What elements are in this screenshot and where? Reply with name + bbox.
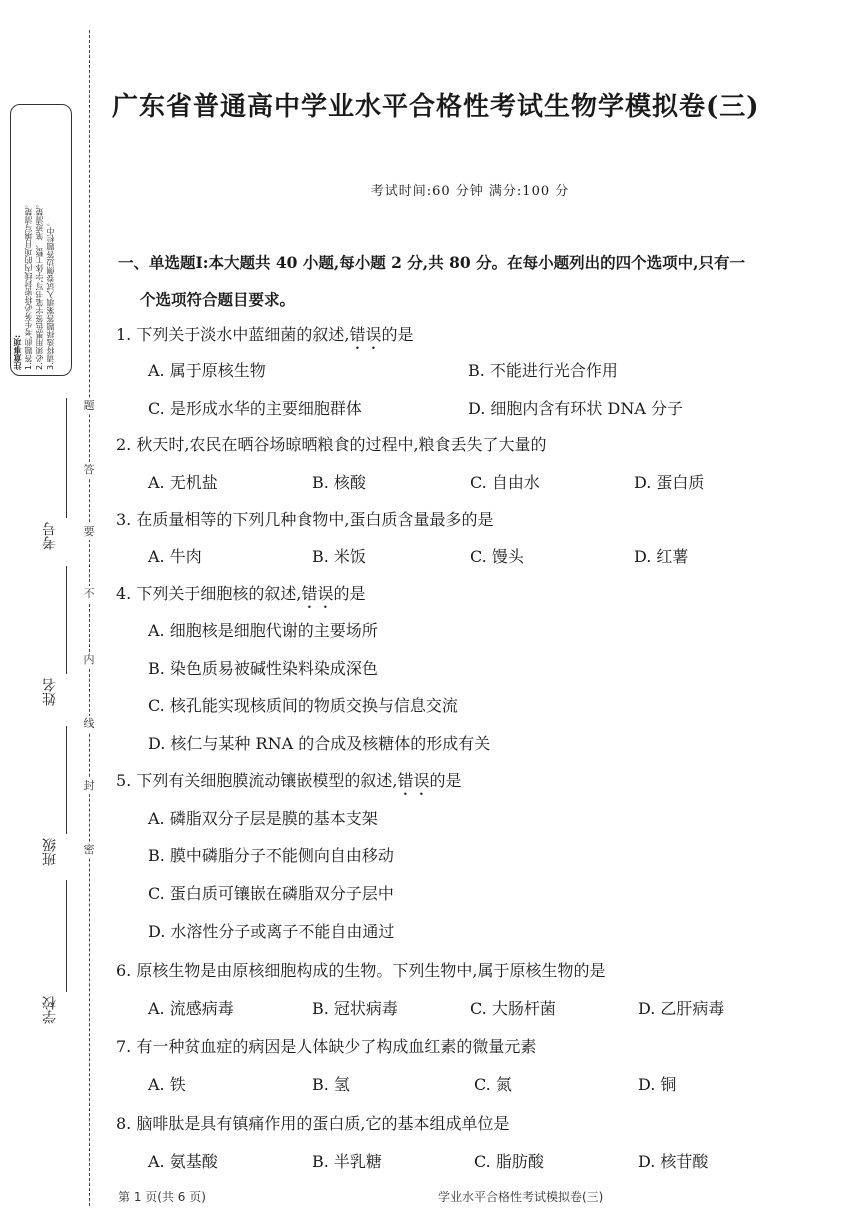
question-4-option-c: C. 核孔能实现核质间的物质交换与信息交流 [148,696,458,715]
page-footer [118,1188,818,1205]
field-class-line[interactable] [66,726,67,834]
paper-title: 广东省普通高中学业水平合格性考试生物学模拟卷(三) [112,92,760,122]
seal-char: 答 [81,462,97,478]
notice-title: 注意事项: [13,334,22,370]
question-3-stem: 3. 在质量相等的下列几种食物中,蛋白质含量最多的是 [116,510,494,529]
question-4-option-a: A. 细胞核是细胞代谢的主要场所 [148,621,378,640]
exam-info: 考试时间:60 分钟 满分:100 分 [370,184,570,199]
stem-emphasis: 错误 [397,771,430,790]
question-7-option-a: A. 铁 [148,1075,186,1094]
stem-text: 4. 下列关于细胞核的叙述, [116,584,302,603]
question-4-stem [116,581,365,612]
stem-text: 的是 [381,325,414,344]
question-1-stem [116,322,413,353]
question-6-option-a: A. 流感病毒 [148,999,234,1018]
seal-char: 内 [81,652,97,668]
question-3-option-d: D. 红薯 [634,547,689,566]
question-5-option-a: A. 磷脂双分子层是膜的基本支架 [148,809,378,828]
paper-series: 学业水平合格性考试模拟卷(三) [438,1190,604,1204]
seal-char: 要 [81,524,97,540]
seal-char: 密 [81,842,97,858]
question-5-option-c: C. 蛋白质可镶嵌在磷脂双分子层中 [148,884,394,903]
question-4-option-b: B. 染色质易被碱性染料染成深色 [148,659,378,678]
question-2-option-d: D. 蛋白质 [634,473,705,492]
notice-line: 1.答题前,考生务必将密封线内的项目填写清楚。 [24,199,33,370]
question-7-option-c: C. 氮 [474,1075,512,1094]
stem-text: 1. 下列关于淡水中蓝细菌的叙述, [116,325,350,344]
field-exam-number-line[interactable] [66,398,67,518]
field-exam-number: 考号 [42,522,58,550]
question-8-option-d: D. 核苷酸 [638,1152,709,1171]
question-1-option-c: C. 是形成水华的主要细胞群体 [148,399,362,418]
page-number: 第 1 页(共 6 页) [118,1190,206,1204]
section-heading-line: 一、单选题Ⅰ:本大题共 40 小题,每小题 2 分,共 80 分。在每小题列出的四个选项中,只有一 [118,253,745,272]
field-class: 班级 [42,838,58,866]
question-6-option-d: D. 乙肝病毒 [638,999,725,1018]
section-heading [118,244,820,318]
question-8-option-c: C. 脂肪酸 [474,1152,544,1171]
question-8-stem: 8. 脑啡肽是具有镇痛作用的蛋白质,它的基本组成单位是 [116,1114,510,1133]
field-school-line[interactable] [66,880,67,992]
seal-char: 线 [81,716,97,732]
stem-emphasis: 错误 [301,584,334,603]
field-name: 姓名 [42,678,58,706]
question-8-option-b: B. 半乳糖 [312,1152,382,1171]
field-name-line[interactable] [66,566,67,674]
question-3-option-a: A. 牛肉 [148,547,202,566]
question-5-option-b: B. 膜中磷脂分子不能侧向自由移动 [148,846,394,865]
seal-char: 不 [81,586,97,602]
stem-text: 5. 下列有关细胞膜流动镶嵌模型的叙述, [116,771,398,790]
question-7-option-b: B. 氢 [312,1075,350,1094]
question-5-option-d: D. 水溶性分子或离子不能自由通过 [148,922,395,941]
question-1-option-b: B. 不能进行光合作用 [468,361,618,380]
notice-line: 2.必须用黑色签字笔书写,字体工整、笔迹清楚。 [35,199,44,370]
question-2-option-c: C. 自由水 [470,473,540,492]
question-1-option-a: A. 属于原核生物 [148,361,266,380]
question-3-option-b: B. 米饭 [312,547,366,566]
question-5-stem [116,768,461,799]
question-7-stem: 7. 有一种贫血症的病因是人体缺少了构成血红素的微量元素 [116,1037,537,1056]
seal-char: 题 [81,398,97,414]
section-heading-line: 个选项符合题目要求。 [140,290,296,309]
question-6-stem: 6. 原核生物是由原核细胞构成的生物。下列生物中,属于原核生物的是 [116,961,606,980]
field-school: 学校 [42,996,58,1024]
notice-text [12,108,68,370]
question-2-option-a: A. 无机盐 [148,473,218,492]
question-2-stem: 2. 秋天时,农民在晒谷场晾晒粮食的过程中,粮食丢失了大量的 [116,435,547,454]
question-1-option-d: D. 细胞内含有环状 DNA 分子 [468,399,683,418]
notice-line: 3.请将选择题答案填入试卷侧边答题栏中。 [46,218,55,370]
question-8-option-a: A. 氨基酸 [148,1152,218,1171]
stem-text: 的是 [429,771,462,790]
seal-char: 封 [81,778,97,794]
question-6-option-c: C. 大肠杆菌 [470,999,556,1018]
question-2-option-b: B. 核酸 [312,473,366,492]
question-4-option-d: D. 核仁与某种 RNA 的合成及核糖体的形成有关 [148,734,491,753]
stem-text: 的是 [333,584,366,603]
stem-emphasis: 错误 [349,325,382,344]
question-6-option-b: B. 冠状病毒 [312,999,398,1018]
question-3-option-c: C. 馒头 [470,547,524,566]
question-7-option-d: D. 铜 [638,1075,677,1094]
cut-line [89,30,90,1206]
